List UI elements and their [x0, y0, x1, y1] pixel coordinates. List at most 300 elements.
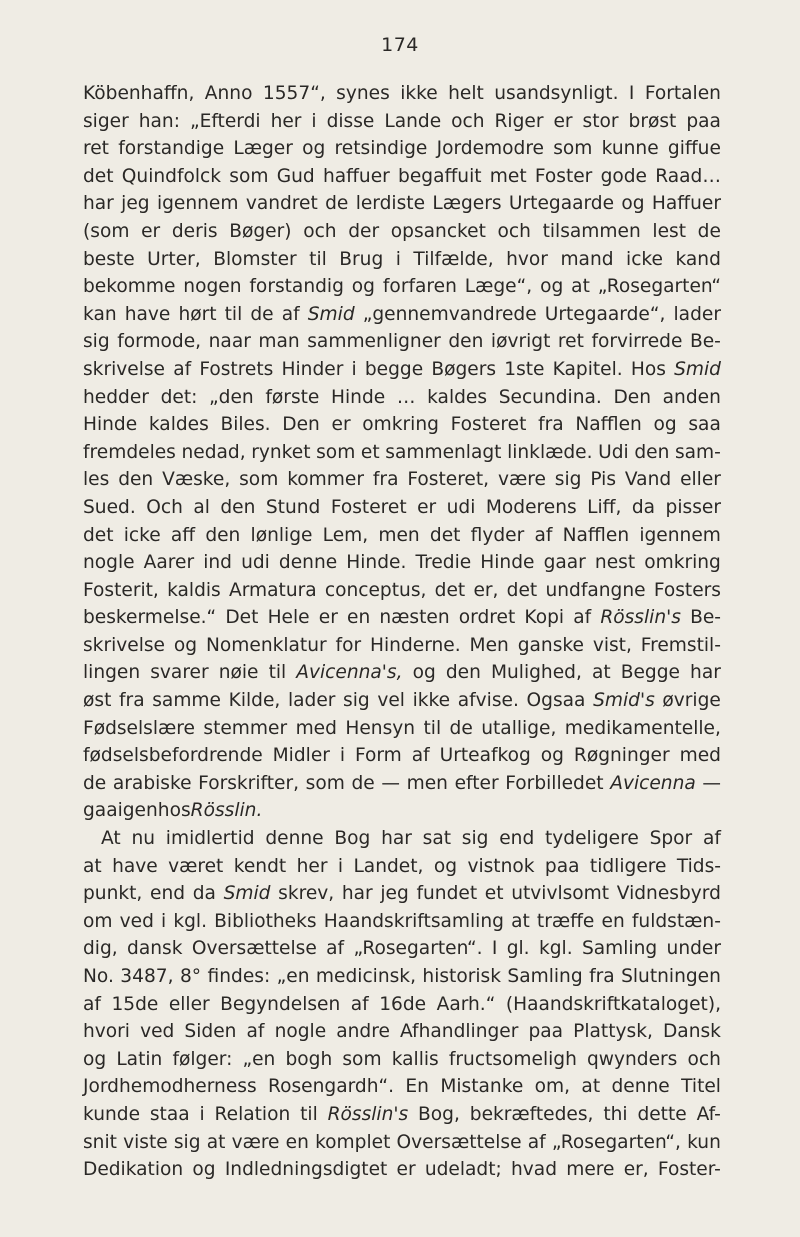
word: Ogsaa [526, 690, 586, 712]
word: komplet [315, 1131, 391, 1153]
word: undfangne [545, 579, 646, 601]
word: „Rosegarten“ [597, 276, 721, 298]
word: formode, [117, 331, 202, 353]
word: hos [157, 800, 191, 822]
word: sam- [674, 441, 721, 463]
word: et [484, 883, 504, 905]
word: gaa [83, 800, 118, 822]
word: fra [119, 690, 145, 712]
text-line [83, 880, 721, 908]
word: omkring [644, 552, 721, 574]
word: Vand [624, 469, 672, 491]
word: sig [461, 828, 489, 850]
word: Lægers [432, 193, 502, 215]
word: Haffuer [651, 193, 721, 215]
word: Smid [674, 358, 721, 380]
word: kaldes [427, 386, 488, 408]
word: Hinder [281, 358, 344, 380]
word: bogh [285, 1048, 333, 1070]
word: af [573, 607, 592, 629]
text-line [83, 1018, 721, 1046]
word: vist, [592, 634, 632, 656]
text-line [83, 439, 721, 467]
word: sig [83, 331, 110, 353]
word: Oversættelse [396, 1131, 522, 1153]
word: ikke [400, 83, 438, 104]
text-line [83, 135, 721, 163]
word: Hinde. [346, 552, 407, 574]
word: sig [343, 690, 370, 712]
word: Landet, [353, 855, 424, 877]
word: En [405, 1076, 429, 1098]
word: af [350, 993, 369, 1015]
word: met [489, 165, 527, 187]
word: forstandig [249, 276, 344, 298]
word: rynket [251, 441, 311, 463]
word: Biles. [220, 414, 271, 436]
word: Titel [681, 1076, 721, 1098]
word: Rösslin's [600, 607, 681, 629]
word: Aarer [143, 552, 195, 574]
word: har [83, 193, 114, 215]
word: Smid [223, 883, 271, 905]
word: hvor [506, 248, 548, 270]
word: som [553, 138, 593, 160]
word: beskermelse.“ [83, 607, 217, 629]
word: forvirrede [591, 331, 683, 353]
word: medikamentelle, [564, 717, 721, 739]
word: Fostrets [199, 358, 274, 380]
word: „Rosegarten“. [353, 938, 483, 960]
word: Foster [534, 165, 593, 187]
text-line [83, 411, 721, 439]
word: Sued. [83, 496, 136, 518]
word: som [239, 469, 279, 491]
word: sig [173, 1131, 201, 1153]
word: Forbilledet [505, 772, 604, 794]
word: ordret [458, 607, 516, 629]
word: øst [83, 690, 112, 712]
text-line [83, 935, 721, 963]
word: end [150, 883, 186, 905]
word: 16de [379, 993, 427, 1015]
word: til [300, 1103, 318, 1125]
word: udi [241, 552, 270, 574]
word: Tilfælde, [413, 248, 494, 270]
word: i [339, 745, 346, 767]
word: Fødselslære [83, 717, 195, 739]
word: fra [589, 966, 615, 987]
word: Relation [214, 1103, 291, 1125]
word: 15de [111, 993, 159, 1015]
word: Dedikation [83, 1159, 184, 1181]
word: man [258, 331, 300, 353]
word: sammenligner [307, 331, 441, 353]
word: kaldes [148, 414, 209, 436]
word: af [702, 828, 721, 850]
word: Bog, [418, 1103, 460, 1125]
word: Rosengardh“. [268, 1076, 395, 1098]
word: kendt [233, 855, 287, 877]
word: Væske, [162, 469, 231, 491]
word: denne [278, 552, 338, 574]
text-line [83, 218, 721, 246]
word: Fosteret [450, 414, 527, 436]
word: men [378, 524, 420, 546]
word: Blomster [213, 248, 297, 270]
word: Brug [339, 248, 384, 270]
word: Rösslin. [190, 800, 263, 822]
word: anden [662, 386, 721, 408]
word: skrev, [278, 883, 335, 905]
word: (Haandskriftkataloget), [505, 993, 721, 1015]
word: de [351, 772, 375, 794]
text-line [83, 908, 721, 936]
word: retsindige [334, 138, 428, 160]
word: Vidnesbyrd [616, 883, 721, 905]
text-line [83, 577, 721, 605]
word: Jordemodre [436, 138, 544, 160]
word: de [449, 717, 473, 739]
word: och [451, 110, 485, 132]
word: 8° [179, 966, 202, 987]
word: utallige, [481, 717, 557, 739]
word: sammenlagt [385, 441, 502, 463]
word: det [83, 165, 114, 187]
word: Fosteret [330, 496, 407, 518]
word: Pis [590, 469, 617, 491]
word: och [303, 220, 337, 242]
word: om [83, 910, 113, 932]
word: fuldstæn- [631, 910, 721, 932]
word: paa [544, 855, 580, 877]
word: lader [673, 303, 721, 325]
word: ret [557, 331, 584, 353]
word: „den [209, 386, 254, 408]
word: Jordhemodherness [83, 1076, 257, 1098]
word: er [331, 414, 351, 436]
word: øvrige [662, 690, 721, 712]
word: igennem [156, 193, 239, 215]
text-line [83, 1101, 721, 1129]
word: helt [448, 83, 484, 104]
word: icke [626, 248, 663, 270]
word: da [192, 883, 216, 905]
word: at [206, 1131, 226, 1153]
word: at [571, 276, 590, 298]
word: „Efterdi [189, 110, 261, 132]
word: og [302, 138, 326, 160]
word: les [83, 469, 110, 491]
text-line [83, 1073, 721, 1101]
word: kallis [391, 1048, 439, 1070]
word: lingen [83, 662, 141, 684]
word: efter [454, 772, 499, 794]
word: Midler [272, 745, 330, 767]
word: Hensyn [345, 717, 416, 739]
word: staa [149, 1103, 190, 1125]
word: Avicenna's, [296, 662, 403, 684]
word: Men [469, 634, 509, 656]
word: og [621, 193, 645, 215]
word: første [265, 386, 320, 408]
word: de [697, 220, 721, 242]
word: Armatura [228, 579, 317, 601]
text-line [83, 549, 721, 577]
word: kunde [83, 1103, 141, 1125]
word: dig, [83, 938, 118, 960]
word: Lem, [322, 524, 369, 546]
word: og [351, 276, 375, 298]
word: Afhandlinger [400, 1021, 519, 1043]
word: er [141, 220, 161, 242]
word: hørt [178, 303, 217, 325]
text-line [83, 163, 721, 191]
word: Af- [696, 1103, 721, 1125]
word: medicinsk, [315, 966, 416, 987]
text-line [83, 328, 721, 356]
word: fructsomeligh [448, 1048, 577, 1070]
word: med [295, 717, 337, 739]
word: „Rosegarten“, [551, 1131, 681, 1153]
word: imidlertid [165, 828, 255, 850]
word: Plattysk, [573, 1021, 653, 1043]
text-line [83, 522, 721, 550]
word: samme [152, 690, 221, 712]
word: Bibliotheks [214, 910, 317, 932]
word: Mistanke [440, 1076, 524, 1098]
word: Det [225, 607, 259, 629]
word: Quindfolck [121, 165, 222, 187]
word: er, [473, 579, 499, 601]
word: deris [171, 220, 218, 242]
word: det: [160, 386, 198, 408]
word: af [534, 524, 553, 546]
word: findes: [207, 966, 271, 987]
word: fødselsbefordrende [83, 745, 263, 767]
word: af [411, 745, 430, 767]
word: omkring [362, 414, 439, 436]
word: eller [680, 469, 721, 491]
word: No. [83, 966, 114, 987]
word: al [193, 496, 210, 518]
word: ikke [412, 690, 451, 712]
word: 1ste [504, 358, 545, 380]
word: fundet [416, 883, 478, 905]
word: saa [688, 414, 721, 436]
word: under [666, 938, 721, 960]
word: nedad, [181, 441, 246, 463]
word: Hele [267, 607, 310, 629]
word: hvori [83, 1021, 130, 1043]
word: som [229, 165, 269, 187]
word: de [325, 193, 349, 215]
word: Avicenna [610, 772, 696, 794]
word: lest [652, 220, 686, 242]
word: I [491, 938, 498, 960]
word: stor [582, 110, 619, 132]
word: conceptus, [324, 579, 427, 601]
word: beste [83, 248, 135, 270]
word: at [83, 855, 102, 877]
word: af [281, 303, 300, 325]
word: vel [377, 690, 405, 712]
word: og [83, 1048, 107, 1070]
word: bekræftedes, [469, 1103, 594, 1125]
word: jeg [121, 193, 150, 215]
word: Tredie [415, 552, 472, 574]
word: igen [117, 800, 158, 822]
word: Slutningen [621, 966, 721, 987]
page-number: 174 [381, 34, 419, 56]
word: det [83, 524, 114, 546]
word: her [296, 855, 328, 877]
word: af [527, 1131, 546, 1153]
word: linklæde. [507, 441, 593, 463]
word: kgl. [538, 938, 573, 960]
word: nu [131, 828, 156, 850]
word: i [161, 910, 167, 932]
word: de [83, 772, 107, 794]
word: da [631, 496, 656, 518]
word: han: [138, 110, 180, 132]
word: den [118, 469, 154, 491]
word: Kilde, [228, 690, 281, 712]
word: at [591, 662, 611, 684]
word: udeladt; [424, 1159, 502, 1181]
word: kand [675, 248, 721, 270]
word: Rösslin's [327, 1103, 409, 1125]
word: med [679, 745, 721, 767]
word: er [553, 110, 573, 132]
word: Mulighed, [490, 662, 582, 684]
text-line [83, 466, 721, 494]
word: og [192, 1159, 216, 1181]
word: Læge“, [464, 276, 533, 298]
word: Siden [184, 1021, 237, 1043]
word: Røgninger [573, 745, 670, 767]
word: det [429, 524, 461, 546]
word: den [634, 441, 670, 463]
body-text [83, 80, 721, 1184]
word: Udi [598, 441, 629, 463]
word: fra [538, 414, 564, 436]
word: andre [336, 1021, 390, 1043]
word: Secundina. [498, 386, 602, 408]
word: ind [203, 552, 232, 574]
text-line [83, 356, 721, 384]
word: og [412, 662, 436, 684]
word: Dansk [662, 1021, 721, 1043]
word: et [360, 441, 380, 463]
text-line [83, 1156, 721, 1184]
word: været [168, 855, 224, 877]
word: og [173, 634, 198, 656]
word: Liff, [587, 496, 622, 518]
word: kommer [287, 469, 364, 491]
word: vistnok [467, 855, 535, 877]
word: lerdiste [355, 193, 426, 215]
word: tilsammen [542, 220, 641, 242]
word: den [448, 331, 484, 353]
word: tydeligere [545, 828, 639, 850]
word: Tids- [676, 855, 721, 877]
word: er, [623, 1159, 649, 1181]
word: at [511, 910, 530, 932]
word: Bøger) [229, 220, 292, 242]
text-line [83, 659, 721, 687]
word: „gennemvandrede [362, 303, 537, 325]
word: — [702, 772, 721, 794]
word: mand [560, 248, 614, 270]
word: og [540, 745, 564, 767]
word: Hinderne. [370, 634, 461, 656]
word: opsancket [390, 220, 486, 242]
word: paa [686, 110, 721, 132]
word: Urtegaarde [508, 193, 615, 215]
word: tidligere [589, 855, 667, 877]
word: „en [276, 966, 310, 987]
word: Foster- [657, 1159, 721, 1181]
word: Riger [494, 110, 544, 132]
word: vandret [245, 193, 318, 215]
word: sig [554, 469, 582, 491]
word: icke [123, 524, 161, 546]
word: har [341, 883, 373, 905]
word: som [305, 772, 345, 794]
word: nogle [274, 1021, 327, 1043]
word: siger [83, 110, 129, 132]
word: kan [83, 303, 117, 325]
word: ved [119, 910, 154, 932]
word: paa [528, 1021, 564, 1043]
word: nogle [83, 552, 135, 574]
word: Be- [690, 607, 721, 629]
word: til [309, 248, 327, 270]
word: lønlige [250, 524, 313, 546]
word: arabiske [112, 772, 192, 794]
word: Moderens [485, 496, 577, 518]
word: (som [83, 220, 130, 242]
word: og [653, 414, 677, 436]
text-line [83, 301, 721, 329]
word: dette [637, 1103, 687, 1125]
word: den [445, 662, 481, 684]
text-line [83, 963, 721, 991]
word: udi [446, 496, 476, 518]
text-line [83, 853, 721, 881]
word: synes [336, 83, 390, 104]
word: usandsynligt. [494, 83, 619, 104]
word: af [326, 938, 345, 960]
word: kgl. [173, 910, 207, 932]
text-line [83, 991, 721, 1019]
word: dansk [127, 938, 183, 960]
word: Fosterit, [83, 579, 159, 601]
word: i [351, 358, 357, 380]
word: men [406, 772, 448, 794]
text-line [83, 190, 721, 218]
word: i [199, 1103, 205, 1125]
word: skrivelse [83, 358, 166, 380]
word: forfaren [382, 276, 457, 298]
word: viste [123, 1131, 168, 1153]
word: for [335, 634, 362, 656]
word: Fosters [653, 579, 721, 601]
word: Form [354, 745, 402, 767]
word: træffe [536, 910, 595, 932]
word: skrivelse [83, 634, 166, 656]
